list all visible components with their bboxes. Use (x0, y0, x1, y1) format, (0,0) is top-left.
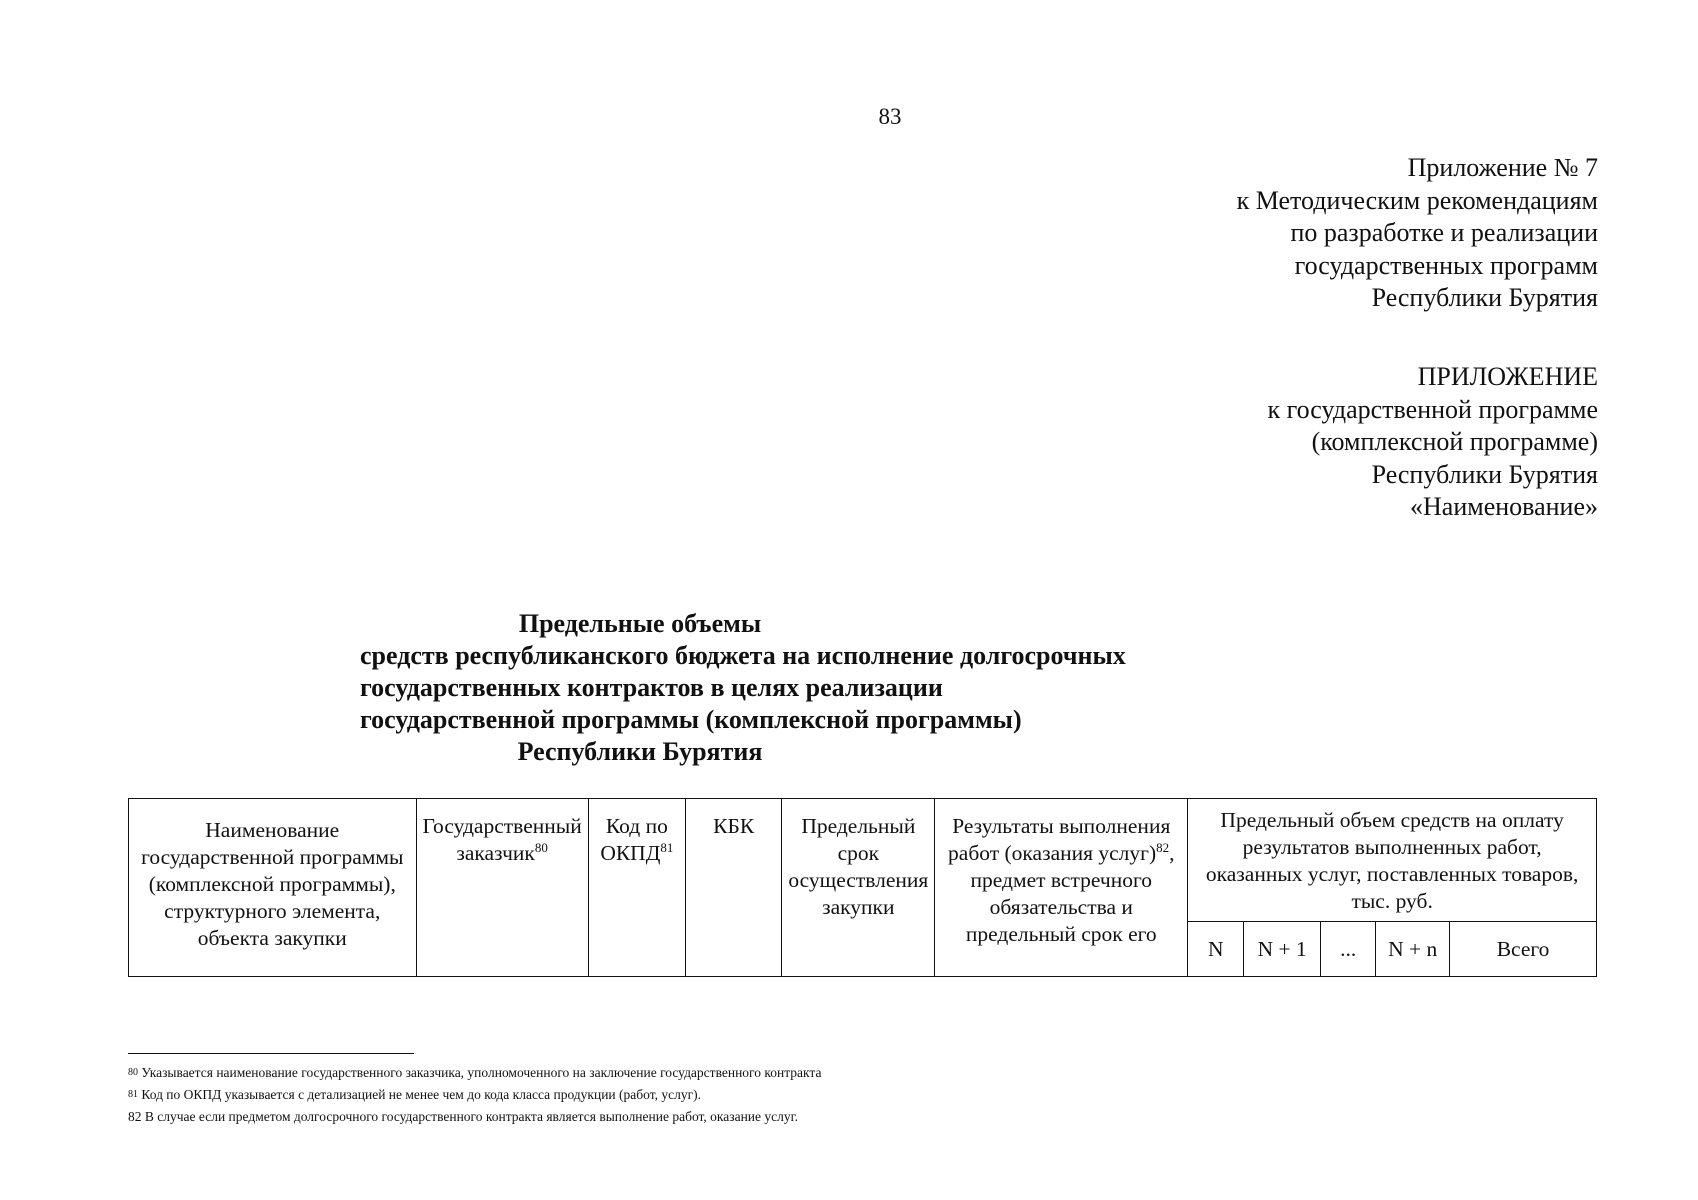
header-okpd-text: Код по ОКПД (600, 814, 668, 865)
appendix-line: Приложение № 7 (1407, 153, 1598, 182)
header-total: Всего (1450, 922, 1597, 977)
attachment-line: ПРИЛОЖЕНИЕ (1417, 362, 1598, 391)
footnote-mark: 80 (128, 1067, 138, 1078)
attachment-line: (комплексной программе) (1311, 427, 1598, 456)
header-limit (1188, 799, 1597, 922)
footnote-82 (128, 1106, 821, 1128)
footnote-80 (128, 1062, 821, 1084)
document-title (360, 608, 1126, 768)
header-name (129, 799, 417, 977)
footnote-mark: 81 (128, 1089, 138, 1100)
footnote-81 (128, 1084, 821, 1106)
appendix-line: по разработке и реализации (1290, 218, 1598, 247)
appendix-line: к Методическим рекомендациям (1236, 185, 1598, 215)
header-results-text: Результаты выполнения работ (оказания услуг) (948, 814, 1171, 865)
header-results (935, 799, 1188, 977)
header-year-nn: N + n (1376, 922, 1450, 977)
footnote-ref-82: 82 (1156, 839, 1170, 855)
attachment-line: Республики Бурятия (1371, 459, 1598, 489)
header-kbk-text: КБК (713, 814, 755, 838)
header-okpd (588, 799, 685, 977)
header-term-text: Предельный срок осуществления закупки (788, 814, 929, 919)
header-year-n1: N + 1 (1244, 922, 1321, 977)
header-customer (416, 799, 588, 977)
page-number: 83 (878, 104, 902, 129)
title-line: государственной программы (комплексной программы) (360, 705, 1022, 734)
footnote-separator (128, 1053, 414, 1054)
header-year-ellipsis: ... (1321, 922, 1376, 977)
appendix-line: Республики Бурятия (1371, 283, 1598, 312)
header-name-text: Наименование государственной программы (комплексной программы), структурного элемента, объекта закупки (141, 818, 404, 950)
header-term (782, 799, 935, 977)
footnote-text: 82 В случае если предметом долгосрочного государственного контракта является выполнение работ, оказание услуг. (128, 1109, 799, 1124)
footnote-text: Указывается наименование государственного заказчика, уполномоченного на заключение государственного контракта (138, 1065, 822, 1080)
title-line: государственных контрактов в целях реализации (360, 673, 943, 702)
limits-table (128, 798, 1597, 977)
footnotes (128, 1062, 821, 1128)
attachment-line: «Наименование» (1410, 492, 1598, 521)
appendix-note (1237, 152, 1598, 315)
header-kbk (686, 799, 782, 977)
title-line: Предельные объемы (518, 609, 762, 638)
attachment-note (1268, 361, 1599, 524)
footnote-ref-81: 81 (660, 839, 674, 855)
footnote-ref-80: 80 (534, 839, 548, 855)
title-line: Республики Бурятия (517, 737, 763, 766)
footnote-text: Код по ОКПД указывается с детализацией не менее чем до кода класса продукции (работ, услуг). (138, 1087, 701, 1102)
appendix-line: государственных программ (1294, 250, 1598, 280)
title-line: средств республиканского бюджета на исполнение долгосрочных (360, 641, 1126, 670)
header-year-n: N (1188, 922, 1244, 977)
header-customer-text: Государственный заказчик (422, 814, 582, 865)
attachment-line: к государственной программе (1267, 394, 1598, 424)
header-results-text-cont: , предмет встречного обязательства и предельный срок его (965, 841, 1175, 946)
header-limit-text: Предельный объем средств на оплату результатов выполненных работ, оказанных услуг, поставленных товаров, тыс. руб. (1205, 808, 1579, 913)
